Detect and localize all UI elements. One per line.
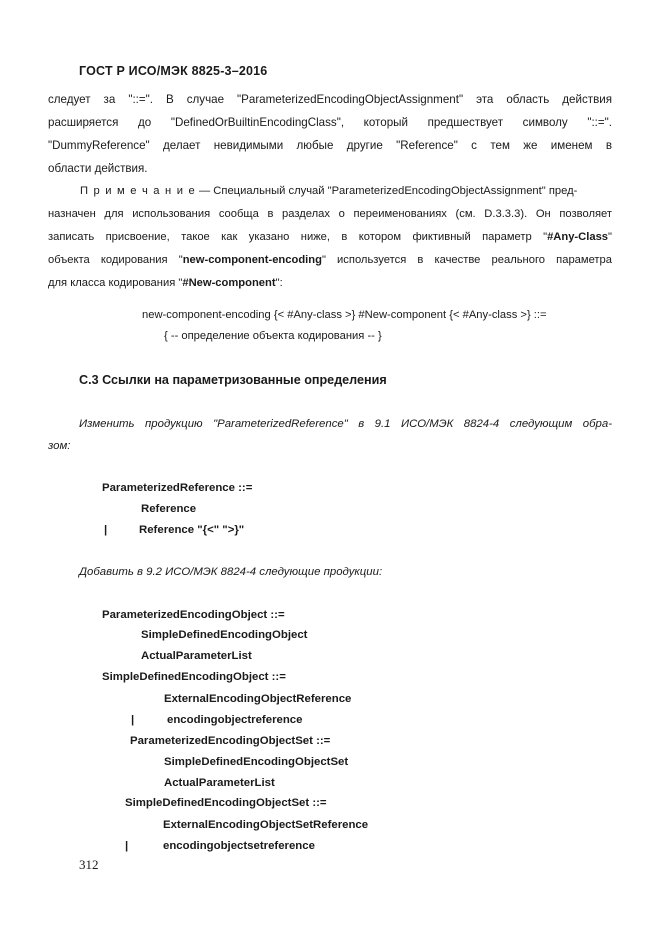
instruction-text: зом: bbox=[48, 440, 71, 452]
grammar-bar: | bbox=[125, 840, 129, 852]
note-line: для класса кодирования "#New-component": bbox=[48, 277, 283, 289]
grammar-line: encodingobjectreference bbox=[167, 714, 303, 726]
paragraph-line: "DummyReference" делает невидимыми любые другие "Reference" с тем же именем в bbox=[48, 139, 612, 152]
grammar-production: SimpleDefinedEncodingObjectSet ::= bbox=[125, 797, 327, 809]
note-block bbox=[48, 180, 612, 295]
grammar-production: ParameterizedEncodingObject ::= bbox=[102, 609, 285, 621]
grammar-line: ActualParameterList bbox=[141, 650, 252, 662]
grammar-bar: | bbox=[131, 714, 135, 726]
note-line: П р и м е ч а н и е — Специальный случай "ParameterizedEncodingObjectAssignment" пред- bbox=[80, 185, 578, 197]
grammar-line: encodingobjectsetreference bbox=[163, 840, 315, 852]
grammar-line: Reference bbox=[141, 503, 197, 515]
paragraph-line: области действия. bbox=[48, 162, 148, 175]
grammar-production: ParameterizedEncodingObjectSet ::= bbox=[130, 735, 331, 747]
grammar-bar: | bbox=[104, 524, 108, 536]
grammar-line: SimpleDefinedEncodingObject bbox=[141, 629, 308, 641]
instruction-text: Добавить в 9.2 ИСО/МЭК 8824-4 следующие продукции: bbox=[79, 566, 383, 578]
page-header: ГОСТ Р ИСО/МЭК 8825-3–2016 bbox=[79, 64, 268, 78]
paragraph bbox=[48, 88, 612, 180]
note-line: назначен для использования сообща в разделах о переименованиях (см. D.3.3.3). Он позволяет bbox=[48, 208, 612, 220]
grammar-production: SimpleDefinedEncodingObject ::= bbox=[102, 671, 286, 683]
page-number: 312 bbox=[79, 857, 99, 872]
grammar-line: SimpleDefinedEncodingObjectSet bbox=[164, 756, 349, 768]
note-label: П р и м е ч а н и е bbox=[80, 185, 196, 197]
code-line: new-component-encoding {< #Any-class >} #New-component {< #Any-class >} ::= bbox=[142, 309, 547, 321]
grammar-line: ActualParameterList bbox=[164, 777, 275, 789]
note-line: объекта кодирования "new-component-encoding" используется в качестве реального параметра bbox=[48, 254, 612, 266]
instruction-text: Изменить продукцию "ParameterizedReference" в 9.1 ИСО/МЭК 8824-4 следующим обра- bbox=[79, 418, 612, 430]
note-line: записать присвоение, такое как указано ниже, в котором фиктивный параметр "#Any-Class" bbox=[48, 231, 612, 243]
grammar-line: ExternalEncodingObjectReference bbox=[164, 693, 352, 705]
grammar-line: Reference "{<" ">}" bbox=[139, 524, 245, 536]
paragraph-line: расширяется до "DefinedOrBuiltinEncodingClass", который предшествует символу "::=". bbox=[48, 116, 612, 129]
code-line: { -- определение объекта кодирования -- } bbox=[164, 330, 382, 342]
grammar-production: ParameterizedReference ::= bbox=[102, 482, 253, 494]
paragraph-line: следует за "::=". В случае "ParameterizedEncodingObjectAssignment" эта область действия bbox=[48, 93, 612, 106]
grammar-line: ExternalEncodingObjectSetReference bbox=[163, 819, 369, 831]
section-title: C.3 Ссылки на параметризованные определения bbox=[79, 373, 387, 387]
